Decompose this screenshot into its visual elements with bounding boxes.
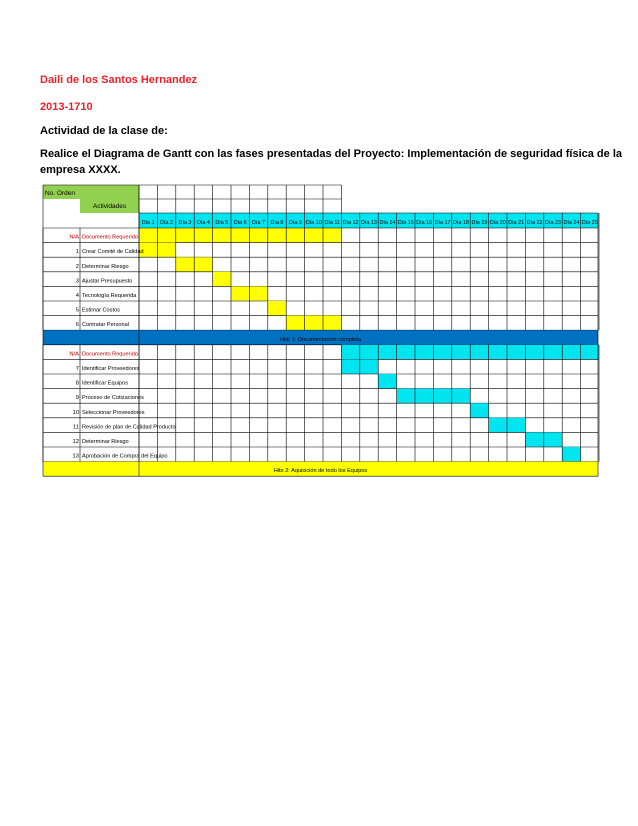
row-number: 11 — [72, 424, 79, 431]
day-label-9: Día 9 — [288, 220, 302, 226]
gantt-bar — [139, 228, 341, 243]
row-activity: Identificar Equipos — [82, 380, 129, 387]
row-activity: Documento Requerido — [82, 234, 138, 241]
day-label-10: Día 10 — [305, 220, 322, 226]
author-name: Daili de los Santos Hernandez — [40, 74, 198, 86]
gantt-bar — [268, 301, 286, 316]
row-number: 9 — [75, 395, 79, 402]
day-label-24: Día 24 — [563, 220, 580, 226]
row-activity: Proceso de Cotizaciones — [82, 395, 144, 402]
day-label-12: Día 12 — [342, 220, 359, 226]
day-label-3: Día 3 — [178, 220, 192, 226]
column-no-label: No. Orden — [45, 190, 75, 197]
row-activity: Aprobación de Compra del Equipo — [82, 453, 168, 460]
row-activity: Identificar Proveedores — [82, 366, 140, 372]
row-number: 12 — [72, 439, 79, 445]
day-label-6: Día 6 — [233, 220, 247, 226]
gantt-bar — [378, 374, 396, 389]
gantt-bar — [470, 403, 488, 418]
row-number: 1 — [75, 249, 79, 256]
row-activity: Determinar Riesgo — [82, 263, 129, 270]
day-label-21: Día 21 — [508, 220, 525, 226]
row-number: 8 — [75, 380, 79, 387]
row-number: 4 — [75, 293, 79, 299]
row-number: 13 — [72, 453, 79, 460]
row-activity: Tecnología Requerida — [82, 293, 137, 299]
row-number: N/A — [69, 234, 79, 241]
row-activity: Determinar Riesgo — [82, 439, 129, 445]
column-activity-label: Actividades — [92, 203, 127, 210]
row-activity: Contratar Personal — [82, 322, 129, 329]
gantt-bar — [286, 316, 341, 331]
gantt-bar — [213, 272, 231, 287]
student-id: 2013-1710 — [40, 101, 93, 113]
row-activity: Seleccionar Proveedores — [82, 409, 145, 416]
day-label-17: Día 17 — [434, 220, 451, 226]
row-number: 2 — [75, 263, 79, 270]
day-label-8: Día 8 — [270, 220, 284, 226]
row-number: 5 — [75, 307, 79, 314]
day-label-14: Día 14 — [379, 220, 396, 226]
day-label-1: Día 1 — [141, 220, 155, 226]
row-number: 7 — [75, 366, 79, 372]
row-number: 3 — [75, 278, 79, 285]
row-activity: Revisión de plan de Calidad Producto — [82, 424, 176, 431]
row-activity: Ajustar Presupuesto — [82, 278, 133, 285]
milestone-label: Hito 1: Documentación completa — [280, 336, 361, 343]
activity-title: Actividad de la clase de: — [40, 125, 168, 137]
day-label-15: Día 15 — [397, 220, 414, 226]
row-activity: Estimar Costos — [82, 307, 120, 314]
row-number: N/A — [69, 351, 79, 358]
day-label-19: Día 19 — [471, 220, 488, 226]
day-label-20: Día 20 — [489, 220, 506, 226]
day-label-18: Día 18 — [453, 220, 469, 226]
row-activity: Crear Comité de Calidad — [82, 249, 144, 256]
day-label-7: Día 7 — [252, 220, 266, 226]
instruction-line-1: Realice el Diagrama de Gantt con las fases presentadas del Proyecto: Implementación de seguridad física de la — [40, 148, 622, 160]
day-label-11: Día 11 — [324, 220, 340, 226]
milestone-label: Hito 2: Aquisición de todo los Equipos — [273, 468, 368, 475]
row-number: 10 — [72, 409, 79, 416]
day-label-23: Día 23 — [545, 220, 561, 226]
day-label-25: Día 25 — [581, 220, 598, 226]
day-label-16: Día 16 — [416, 220, 433, 226]
instruction-line-2: empresa XXXX. — [40, 164, 121, 176]
gantt-bar — [562, 447, 580, 462]
day-label-4: Día 4 — [196, 220, 210, 226]
day-label-22: Día 22 — [526, 220, 543, 226]
row-activity: Documento Requerido — [82, 351, 138, 358]
day-label-2: Día 2 — [160, 220, 174, 226]
row-number: 6 — [75, 322, 79, 329]
day-label-13: Día 13 — [361, 220, 377, 226]
day-label-5: Día 5 — [215, 220, 229, 226]
